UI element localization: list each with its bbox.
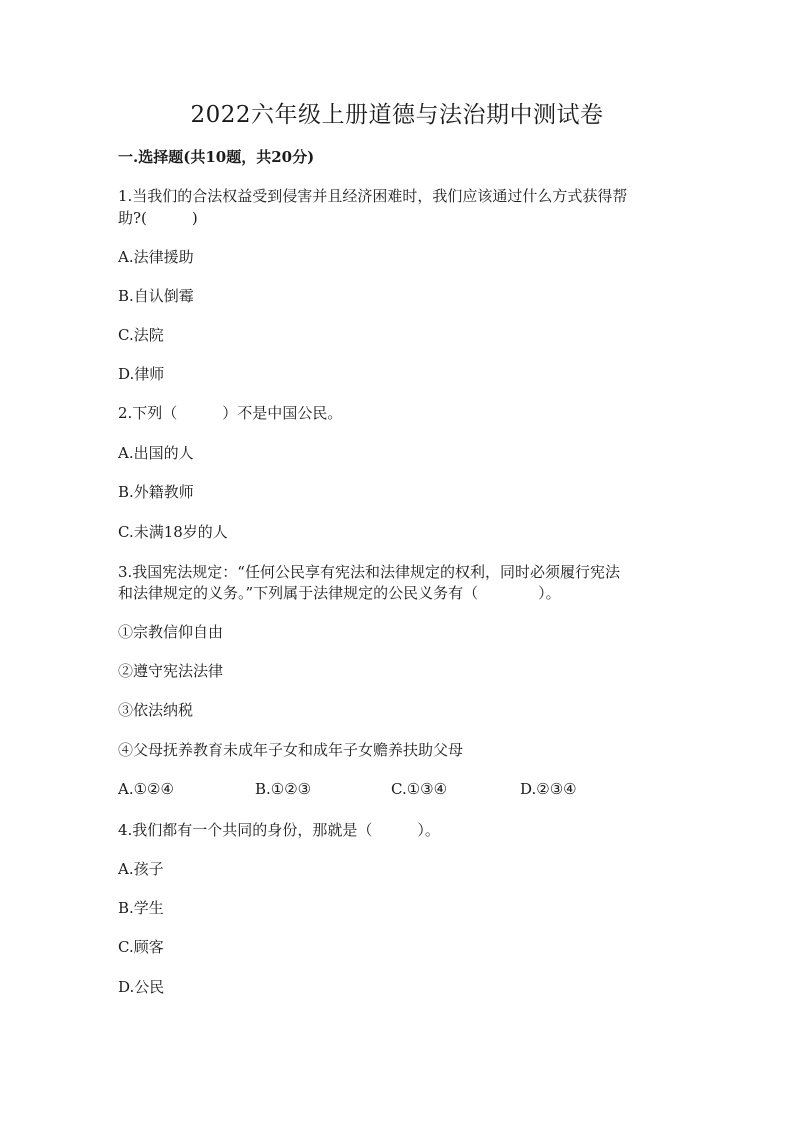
question-2-option-c: C.未满18岁的人 — [118, 523, 228, 541]
question-3-option-d: D.②③④ — [520, 780, 577, 798]
question-1-stem-line-1: 1.当我们的合法权益受到侵害并且经济困难时，我们应该通过什么方式获得帮 — [118, 187, 628, 205]
question-3-stem-line-2: 和法律规定的义务。”下列属于法律规定的公民义务有（ ）。 — [118, 584, 561, 602]
question-2-option-b: B.外籍教师 — [118, 483, 194, 501]
question-3-option-a: A.①②④ — [118, 780, 174, 798]
question-3-option-c: C.①③④ — [391, 780, 448, 798]
question-4-stem: 4.我们都有一个共同的身份，那就是（ ）。 — [118, 821, 440, 839]
question-3-item-4: ④父母抚养教育未成年子女和成年子女赡养扶助父母 — [118, 741, 464, 759]
question-3-item-1: ①宗教信仰自由 — [118, 623, 224, 641]
question-4-option-c: C.顾客 — [118, 938, 164, 956]
question-2-stem: 2.下列（ ）不是中国公民。 — [118, 404, 343, 422]
page-title: 2022六年级上册道德与法治期中测试卷 — [190, 102, 604, 128]
question-2-option-a: A.出国的人 — [118, 444, 194, 462]
question-1-option-a: A.法律援助 — [118, 248, 194, 266]
question-1-option-c: C.法院 — [118, 326, 164, 344]
question-3-item-3: ③依法纳税 — [118, 701, 194, 719]
question-3-item-2: ②遵守宪法法律 — [118, 662, 224, 680]
section-heading: 一.选择题(共10题，共20分) — [118, 148, 315, 166]
question-4-option-b: B.学生 — [118, 899, 164, 917]
question-3-stem-line-1: 3.我国宪法规定：“任何公民享有宪法和法律规定的权利，同时必须履行宪法 — [118, 563, 620, 581]
question-3-options-row — [118, 780, 678, 802]
question-1-option-d: D.律师 — [118, 365, 165, 383]
question-1-option-b: B.自认倒霉 — [118, 287, 194, 305]
question-4-option-d: D.公民 — [118, 978, 165, 996]
question-4-option-a: A.孩子 — [118, 860, 164, 878]
question-1-stem-line-2: 助?( ) — [118, 209, 198, 227]
question-3-option-b: B.①②③ — [255, 780, 312, 798]
